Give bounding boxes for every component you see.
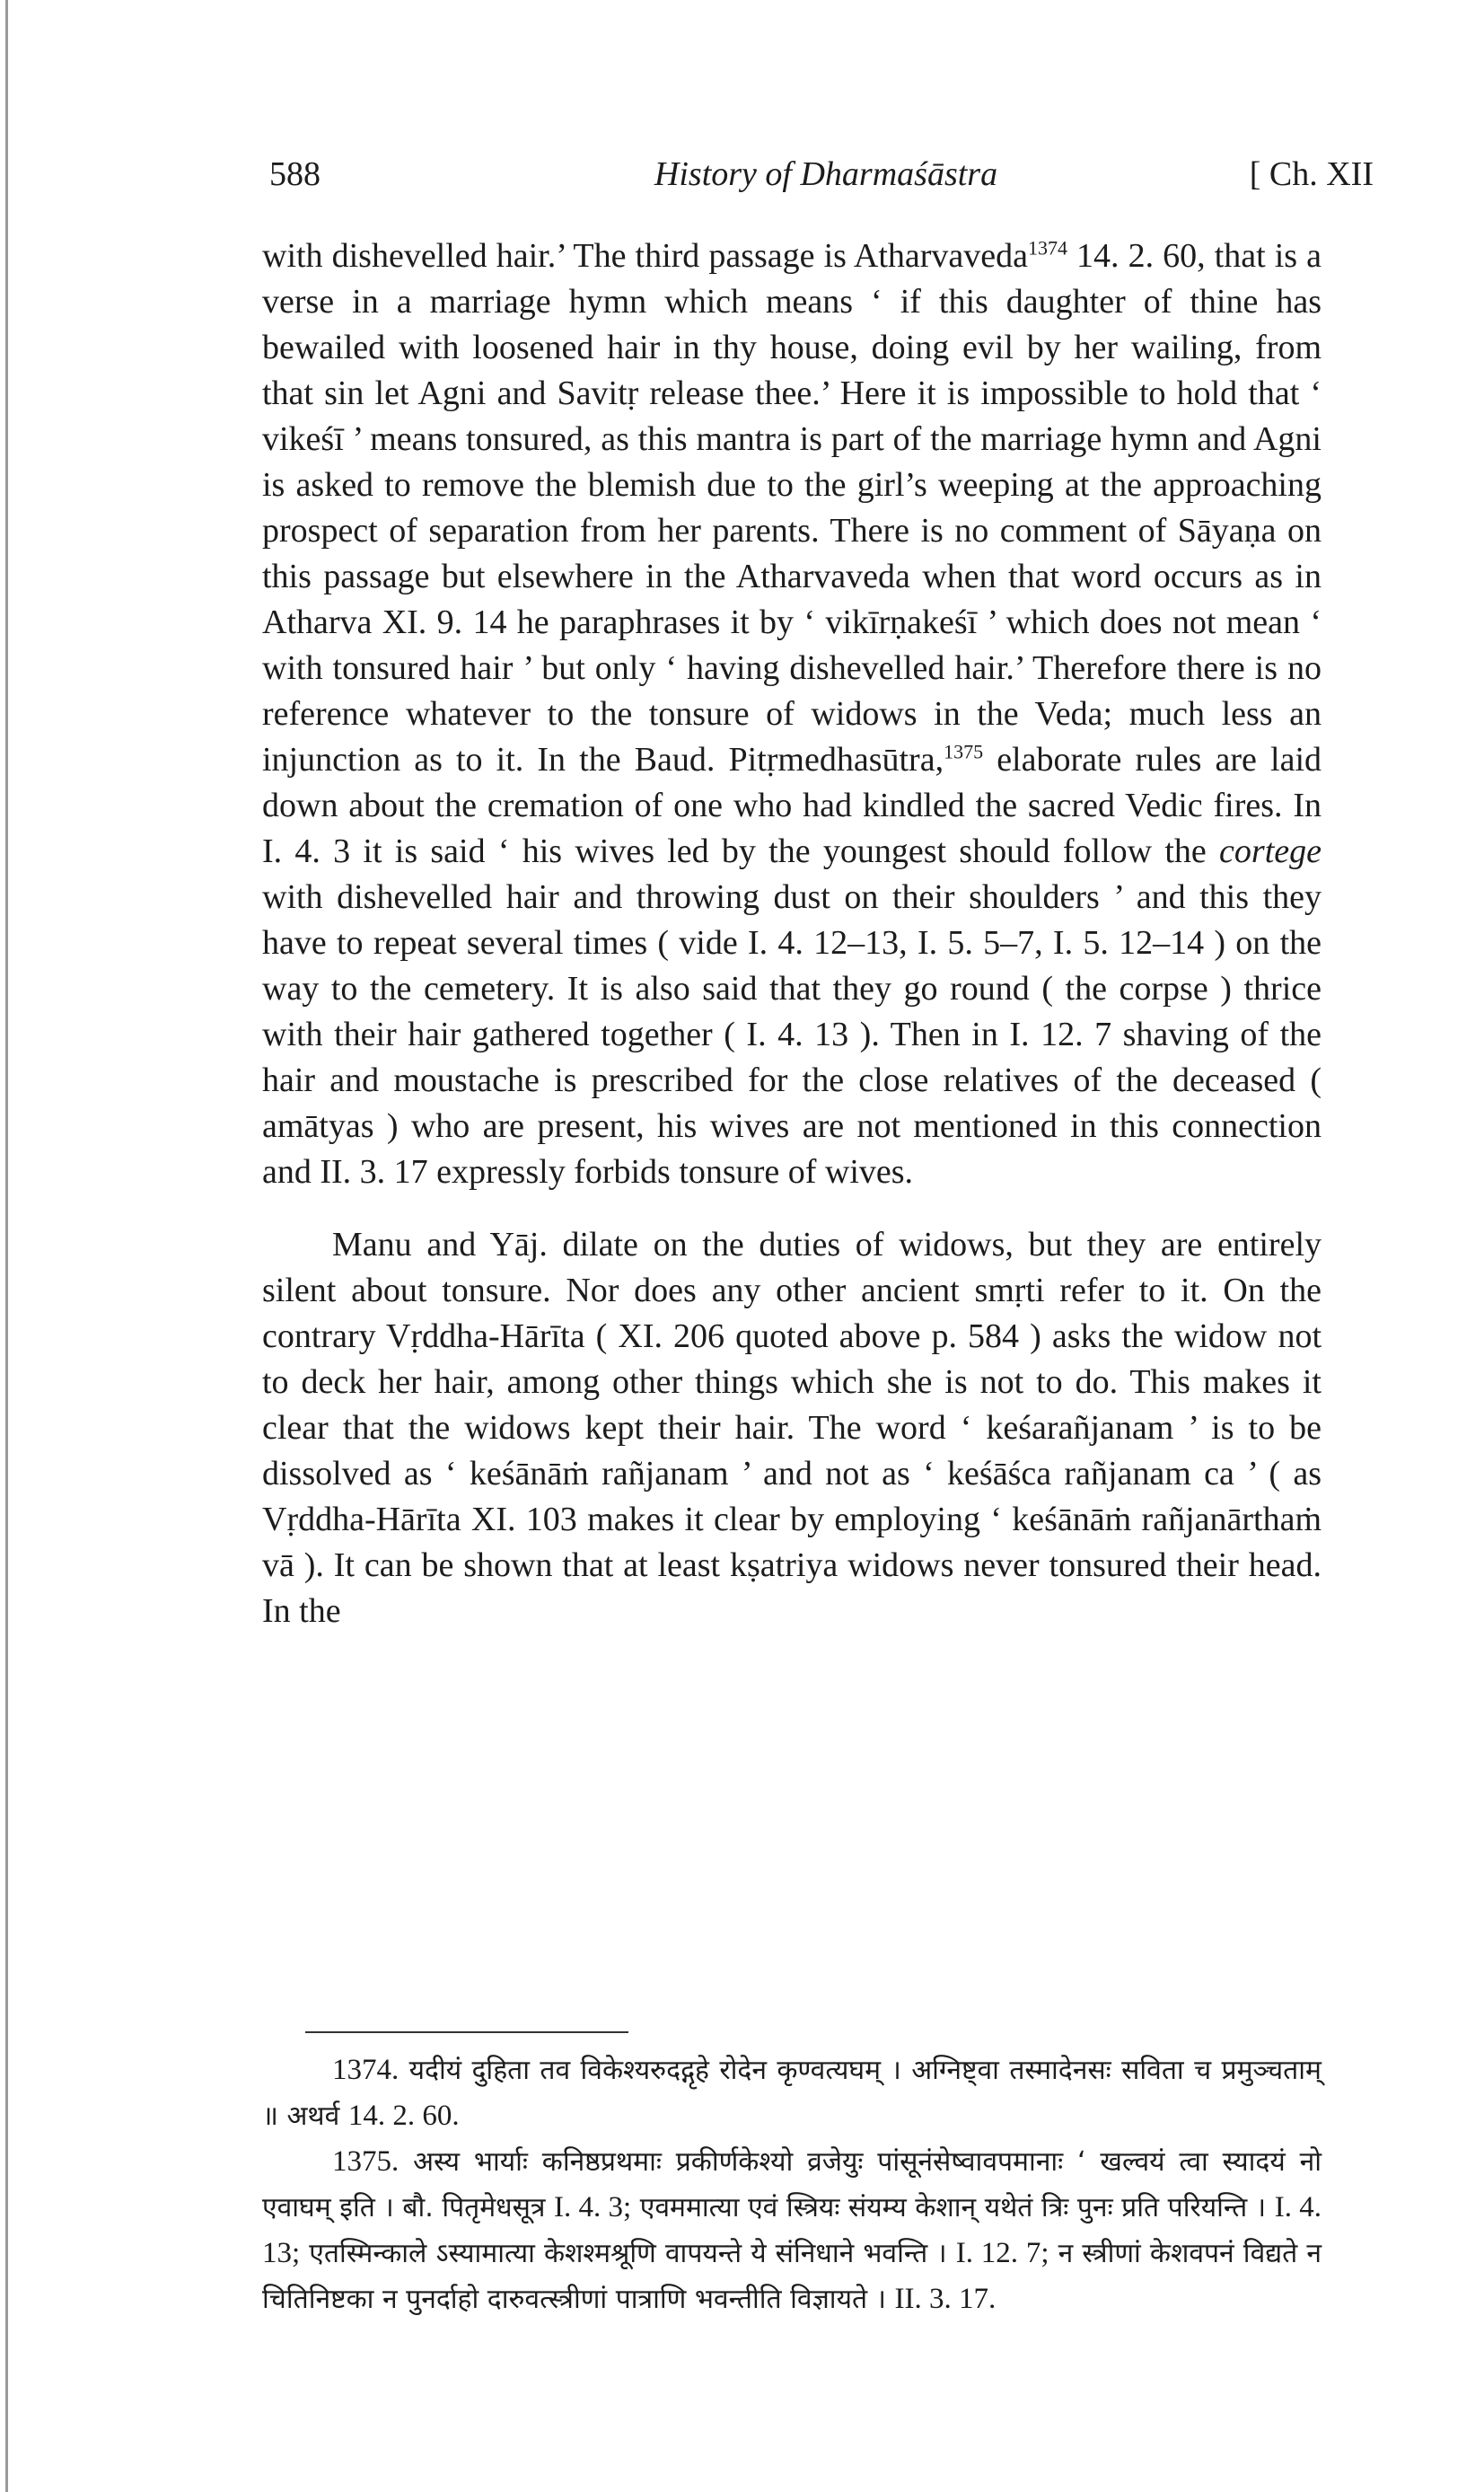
running-header <box>269 154 1383 208</box>
page-number: 588 <box>269 155 321 193</box>
paragraph-1 <box>262 233 1322 1195</box>
footnote-citation: II. 3. 17. <box>894 2283 997 2315</box>
footnote-number: 1374. <box>332 2054 400 2086</box>
page-edge-line <box>5 0 8 2492</box>
footnote-citation: I. 4. 3; <box>554 2191 632 2223</box>
running-title: History of Dharmaśāstra <box>654 155 998 193</box>
footnote-1374 <box>262 2047 1322 2139</box>
footnotes <box>262 2047 1322 2322</box>
footnote-number: 1375. <box>332 2145 400 2178</box>
footnote-text: एवममात्या एवं स्त्रियः संयम्य केशान् यथेतं त्रिः पुनः प्रति परियन्ति । <box>631 2192 1275 2223</box>
footnote-ref-1374: 1374 <box>1028 236 1067 260</box>
paragraph-1-part-2: 14. 2. 60, that is a verse in a marriage hymn which means ‘ if this daughter of thine has bewailed with loosened hair in thy house, doing evil by her wailing, from that sin let Agni and Savitṛ release thee.’ Here it is impossible to hold that ‘ vikeśī ’ means tonsured, as this mantra is part of the marriage hymn and Agni is asked to remove the blemish due to the girl’s weeping at the approaching prospect of separation from her parents. There is no comment of Sāyaṇa on this passage but elsewhere in the Atharvaveda when that word occurs as in Atharva XI. 9. 14 he paraphrases it by ‘ vikīrṇakeśī ’ which does not mean ‘ with tonsured hair ’ but only ‘ having dishevelled hair.’ Therefore there is no reference whatever to the tonsure of widows in the Veda; much less an injunction as to it. In the Baud. Pitṛmedhasūtra, <box>262 237 1322 779</box>
footnote-citation: I. 4. 13; <box>262 2191 1322 2269</box>
main-text <box>262 233 1322 1634</box>
italic-cortege: cortege <box>1219 832 1322 870</box>
paragraph-1-part-1: with dishevelled hair.’ The third passage is Atharvaveda <box>262 237 1028 275</box>
paragraph-2: Manu and Yāj. dilate on the duties of widows, but they are entirely silent about tonsure. Nor does any other ancient smṛti refer to it. On the contrary Vṛddha-Hārīta ( XI. 206 quoted above p. 584 ) asks the widow not to deck her hair, among other things which she is not to do. This makes it clear that the widows kept their hair. The word ‘ keśarañjanam ’ is to be dissolved as ‘ keśānāṁ rañjanam ’ and not as ‘ keśāśca rañjanam ca ’ ( as Vṛddha-Hārīta XI. 103 makes it clear by employing ‘ keśānāṁ rañjanārthaṁ vā ). It can be shown that at least kṣatriya widows never tonsured their head. In the <box>262 1226 1322 1630</box>
footnote-divider <box>305 2031 628 2033</box>
footnote-citation: 14. 2. 60. <box>347 2100 460 2132</box>
chapter-label: [ Ch. XII <box>1249 155 1374 193</box>
footnote-text: अस्य भार्याः कनिष्ठप्रथमाः प्रकीर्णकेश्यो व्रजेयुः पांसूनंसेष्वावपमानाः ‘ खल्वयं त्वा स्यादयं नो एवाघम् इति । बौ. पितृमेधसूत्र <box>262 2146 1322 2223</box>
footnote-citation: I. 12. 7; <box>955 2237 1049 2269</box>
footnote-text: एतस्मिन्काले ऽस्यामात्या केशश्मश्रूणि वापयन्ते ये संनिधाने भवन्ति । <box>300 2238 956 2269</box>
paragraph-1-part-3: elaborate rules are laid down about the cremation of one who had kindled the sacred Vedic fires. In I. 4. 3 it is said ‘ his wives led by the youngest should follow the <box>262 741 1322 870</box>
footnote-text: न स्त्रीणां केशवपनं विद्यते न चितिनिष्टका न पुनर्दाहो दारुवत्स्त्रीणां पात्राणि भवन्तीति विज्ञायते । <box>262 2238 1322 2315</box>
footnote-ref-1375: 1375 <box>944 740 984 763</box>
paragraph-1-part-4: with dishevelled hair and throwing dust on their shoulders ’ and this they have to repeat several times ( vide I. 4. 12–13, I. 5. 5–7, I. 5. 12–14 ) on the way to the cemetery. It is also said that they go round ( the corpse ) thrice with their hair gathered together ( I. 4. 13 ). Then in I. 12. 7 shaving of the hair and moustache is prescribed for the close relatives of the deceased ( amātyas ) who are present, his wives are not mentioned in this connection and II. 3. 17 expressly forbids tonsure of wives. <box>262 878 1322 1191</box>
footnote-1375 <box>262 2139 1322 2322</box>
footnote-text: यदीयं दुहिता तव विकेश्यरुदद्गृहे रोदेन कृण्वत्यघम् । अग्निष्ट्वा तस्मादेनसः सविता च प्रमुञ्चताम् ॥ अथर्व <box>262 2055 1322 2132</box>
